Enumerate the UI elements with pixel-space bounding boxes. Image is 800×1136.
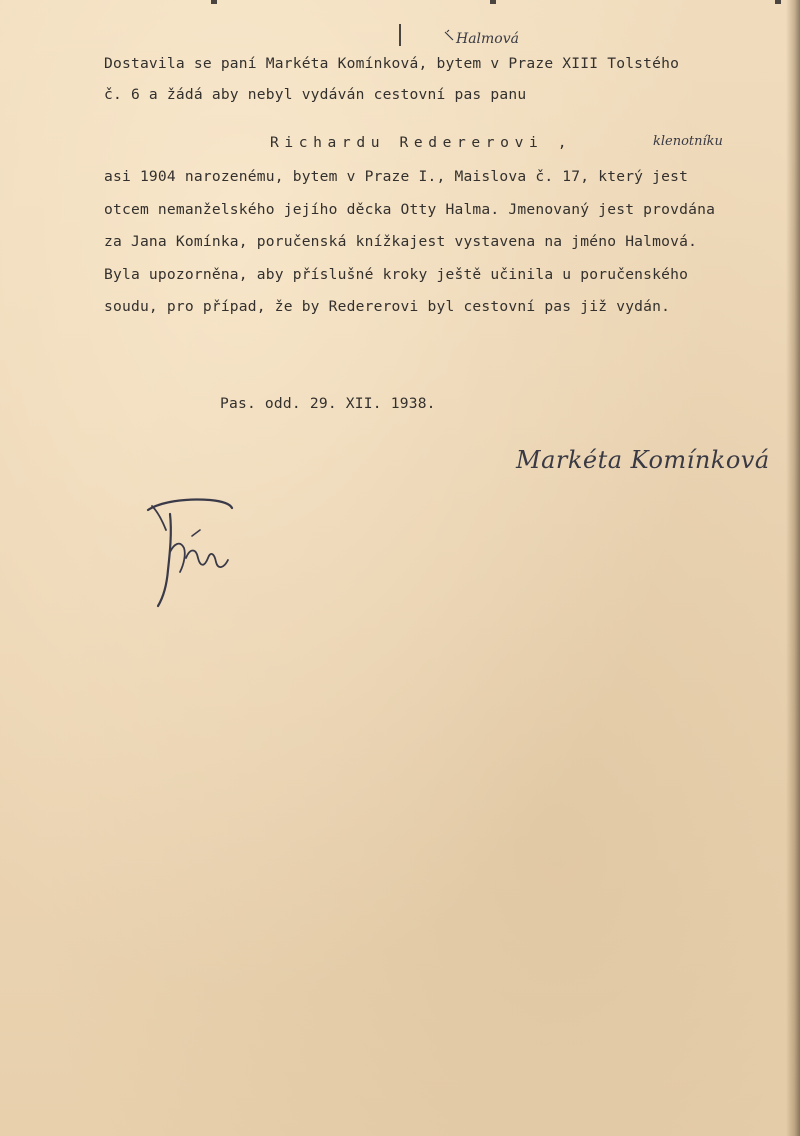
top-mark [211,0,217,4]
text-line-2: č. 6 a žádá aby nebyl vydáván cestovní pas panu [104,86,527,103]
page-edge-shadow [786,0,800,1136]
handwritten-note-halmova: Halmová [456,31,519,47]
top-mark [775,0,781,4]
text-line-7: soudu, pro případ, že by Redererovi byl cestovní pas již vydán. [104,298,671,315]
insertion-caret [443,30,463,44]
date-line: Pas. odd. 29. XII. 1938. [220,395,436,412]
text-line-1: Dostavila se paní Markéta Komínková, bytem v Praze XIII Tolstého [104,55,680,72]
top-mark [490,0,496,4]
name-line: Richardu Redererovi , [270,134,573,151]
text-line-4: otcem nemanželského jejího děcka Otty Halma. Jmenovaný jest provdána [104,201,716,218]
margin-tick [399,24,401,46]
text-line-6: Byla upozorněna, aby příslušné kroky ještě učinila u poručenského [104,266,689,283]
signature-officer [140,492,250,617]
text-line-5: za Jana Komínka, poručenská knížkajest vystavena na jméno Halmová. [104,233,698,250]
signature-applicant: Markéta Komínková [516,446,770,474]
handwritten-note-klenotnik: klenotníku [653,134,723,149]
text-line-3: asi 1904 narozenému, bytem v Praze I., Maislova č. 17, který jest [104,168,689,185]
